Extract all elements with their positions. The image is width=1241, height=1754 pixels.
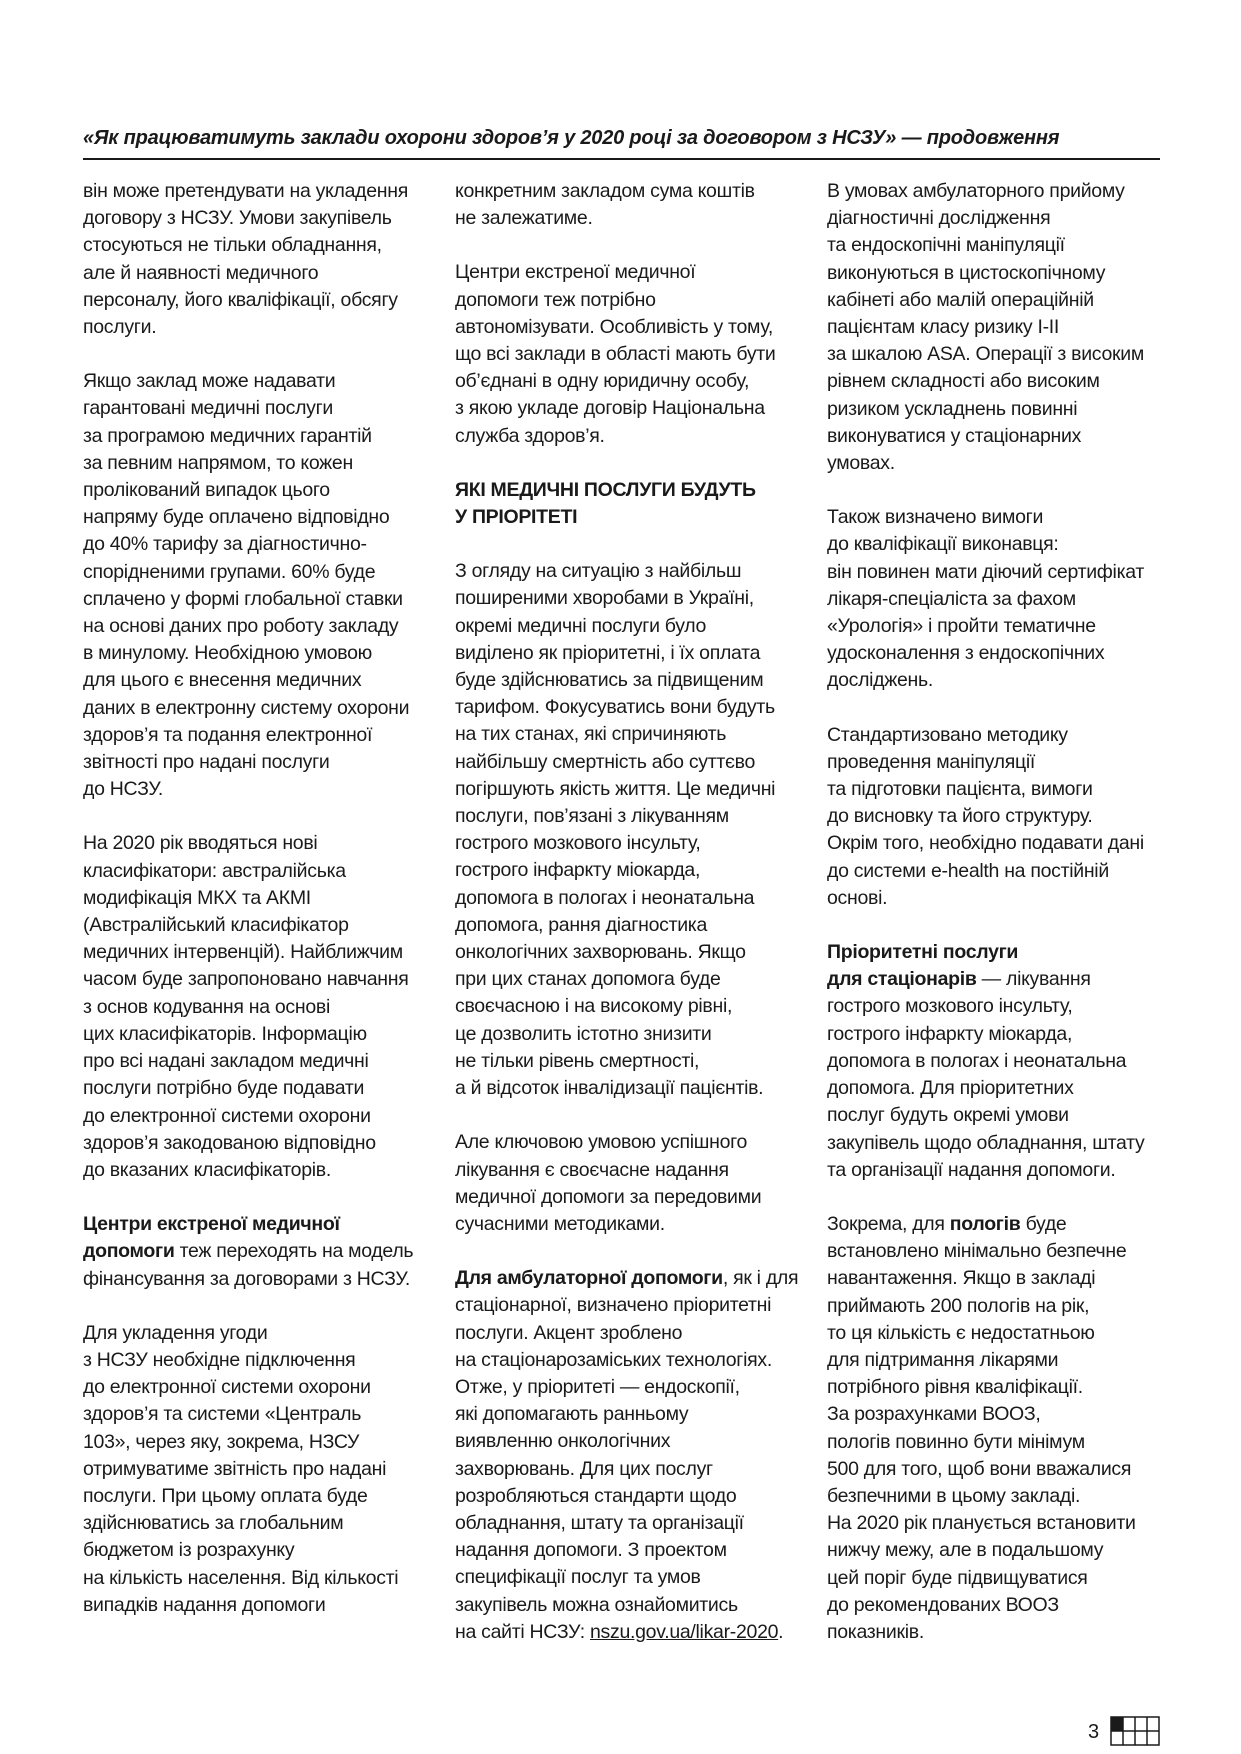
text-column-1 xyxy=(83,178,438,1646)
paragraph: Стандартизовано методику проведення маніпуляції та підготовки пацієнта, вимоги до висновку та його структуру. Окрім того, необхідно подавати дані до системи e-health на постійній основі. xyxy=(827,723,1144,909)
paragraph xyxy=(455,1265,810,1646)
paragraph: З огляду на ситуацію з найбільш поширеними хворобами в Україні, окремі медичні послуги було виділено як пріоритетні, і їх оплата буде здійснюватись за підвищеним тарифом. Фокусуватись вони будуть на тих станах, які спричиняють найбільшу смертність або суттєво погіршують якість життя. Це медичні послуги, пов’язані з лікуванням гострого мозкового інсульту, гострого інфаркту міокарда, допомога в пологах і неонатальна допомога, рання діагностика онкологічних захворювань. Якщо при цих станах допомога буде своєчасною і на високому рівні, це дозволить істотно знизити не тільки рівень смертності, а й відсоток інвалідизації пацієнтів. xyxy=(455,560,776,1100)
paragraph xyxy=(83,1211,438,1293)
bold-lead: Центри екстреної медичної допомоги xyxy=(83,1213,340,1263)
paragraph-text: буде встановлено мінімально безпечне навантаження. Якщо в закладі приймають 200 пологів на рік, то ця кількість є недостатньою для підтримання лікарями потрібного рівня кваліфікації. За розрахунками ВООЗ, пологів повинно бути мінімум 500 для того, щоб вони вважалися безпечними в цьому закладі. На 2020 рік планується встановити нижчу межу, але в подальшому цей поріг буде підвищуватися до рекомендованих ВООЗ показників. xyxy=(827,1212,1136,1643)
paragraph: Для укладення угоди з НСЗУ необхідне підключення до електронної системи охорони здоров’я та системи «Централь 103», через яку, зокрема, НЗСУ отримуватиме звітність про надані послуги. При цьому оплата буде здійснюватись за глобальним бюджетом із розрахунку на кількість населення. Від кількості випадків надання допомоги xyxy=(83,1321,399,1616)
bold-word: пологів xyxy=(949,1212,1021,1235)
paragraph: він може претендувати на укладення договору з НСЗУ. Умови закупівель стосуються не тільки обладнання, але й наявності медичного персоналу, його кваліфікації, обсягу послуги. xyxy=(83,180,408,339)
nszu-link[interactable]: nszu.gov.ua/likar-2020 xyxy=(590,1620,779,1643)
text-column-3 xyxy=(827,178,1167,1673)
paragraph-text: теж переходять на модель фінансування за договорами з НСЗУ. xyxy=(83,1240,414,1290)
text-column-2 xyxy=(455,178,810,1673)
paragraph-text: — лікування гострого мозкового інсульту, гострого інфаркту міокарда, допомога в пологах і неонатальна допомога. Для пріоритетних послуг будуть окремі умови закупівель щодо обладнання, штату та організації надання допомоги. xyxy=(827,968,1145,1181)
paragraph: Але ключовою умовою успішного лікування є своєчасне надання медичної допомоги за передовими сучасними методиками. xyxy=(455,1131,762,1235)
page-number: 3 xyxy=(1088,1721,1100,1743)
paragraph xyxy=(827,939,1167,1184)
paragraph: Центри екстреної медичної допомоги теж потрібно автономізувати. Особливість у тому, що всі заклади в області мають бути об’єднані в одну юридичну особу, з якою укладе договір Національна служба здоров’я. xyxy=(455,261,776,447)
paragraph xyxy=(827,1211,1167,1646)
paragraph: На 2020 рік вводяться нові класифікатори: австралійська модифікація МКХ та АКМІ (Австралійський класифікатор медичних інтервенцій). Найближчим часом буде запропоновано навчання з основ кодування на основі цих класифікаторів. Інформацію про всі надані закладом медичні послуги потрібно буде подавати до електронної системи охорони здоров’я закодованою відповідно до вказаних класифікаторів. xyxy=(83,832,409,1181)
paragraph: Якщо заклад може надавати гарантовані медичні послуги за програмою медичних гарантій за певним напрямом, то кожен пролікований випадок цього напряму буде оплачено відповідно до 40% тарифу за діагностично- спорідненими групами. 60% буде сплачено у формі глобальної ставки на основі даних про роботу закладу в минулому. Необхідною умовою для цього є внесення медичних даних в електронну систему охорони здоров’я та подання електронної звітності про надані послуги до НСЗУ. xyxy=(83,370,410,801)
section-heading: ЯКІ МЕДИЧНІ ПОСЛУГИ БУДУТЬ У ПРІОРІТЕТІ xyxy=(455,478,756,529)
bold-lead: Пріоритетні послуги для стаціонарів xyxy=(827,941,1019,991)
paragraph: В умовах амбулаторного прийому діагностичні дослідження та ендоскопічні маніпуляції виконуються в цистоскопічному кабінеті або малій операційній пацієнтам класу ризику I-II за шкалою ASA. Операції з високим рівнем складності або високим ризиком ускладнень повинні виконуватися у стаціонарних умовах. xyxy=(827,180,1144,475)
paragraph: конкретним закладом сума коштів не залежатиме. xyxy=(455,180,755,230)
page-header-title: «Як працюватимуть заклади охорони здоров’я у 2020 році за договором з НСЗУ» — продовження xyxy=(83,127,1060,149)
paragraph-end: . xyxy=(778,1620,784,1643)
bold-lead: Для амбулаторної допомоги xyxy=(455,1267,723,1290)
paragraph-text: , як і для стаціонарної, визначено пріоритетні послуги. Акцент зроблено на стаціонарозаміських технологіях. Отже, у пріоритеті — ендоскопії, які допомагають ранньому виявленню онкологічних захворювань. Для цих послуг розробляються стандарти щодо обладнання, штату та організації надання допомоги. З проектом специфікації послуг та умов закупівель можна ознайомитись на сайті НСЗУ: xyxy=(455,1267,799,1643)
paragraph: Також визначено вимоги до кваліфікації виконавця: він повинен мати діючий сертифікат лікаря-спеціаліста за фахом «Урологія» і пройти тематичне удосконалення з ендоскопічних досліджень. xyxy=(827,506,1144,692)
header-divider xyxy=(83,158,1160,160)
paragraph-text: Зокрема, для xyxy=(827,1212,950,1235)
grid-icon xyxy=(1110,1716,1160,1746)
